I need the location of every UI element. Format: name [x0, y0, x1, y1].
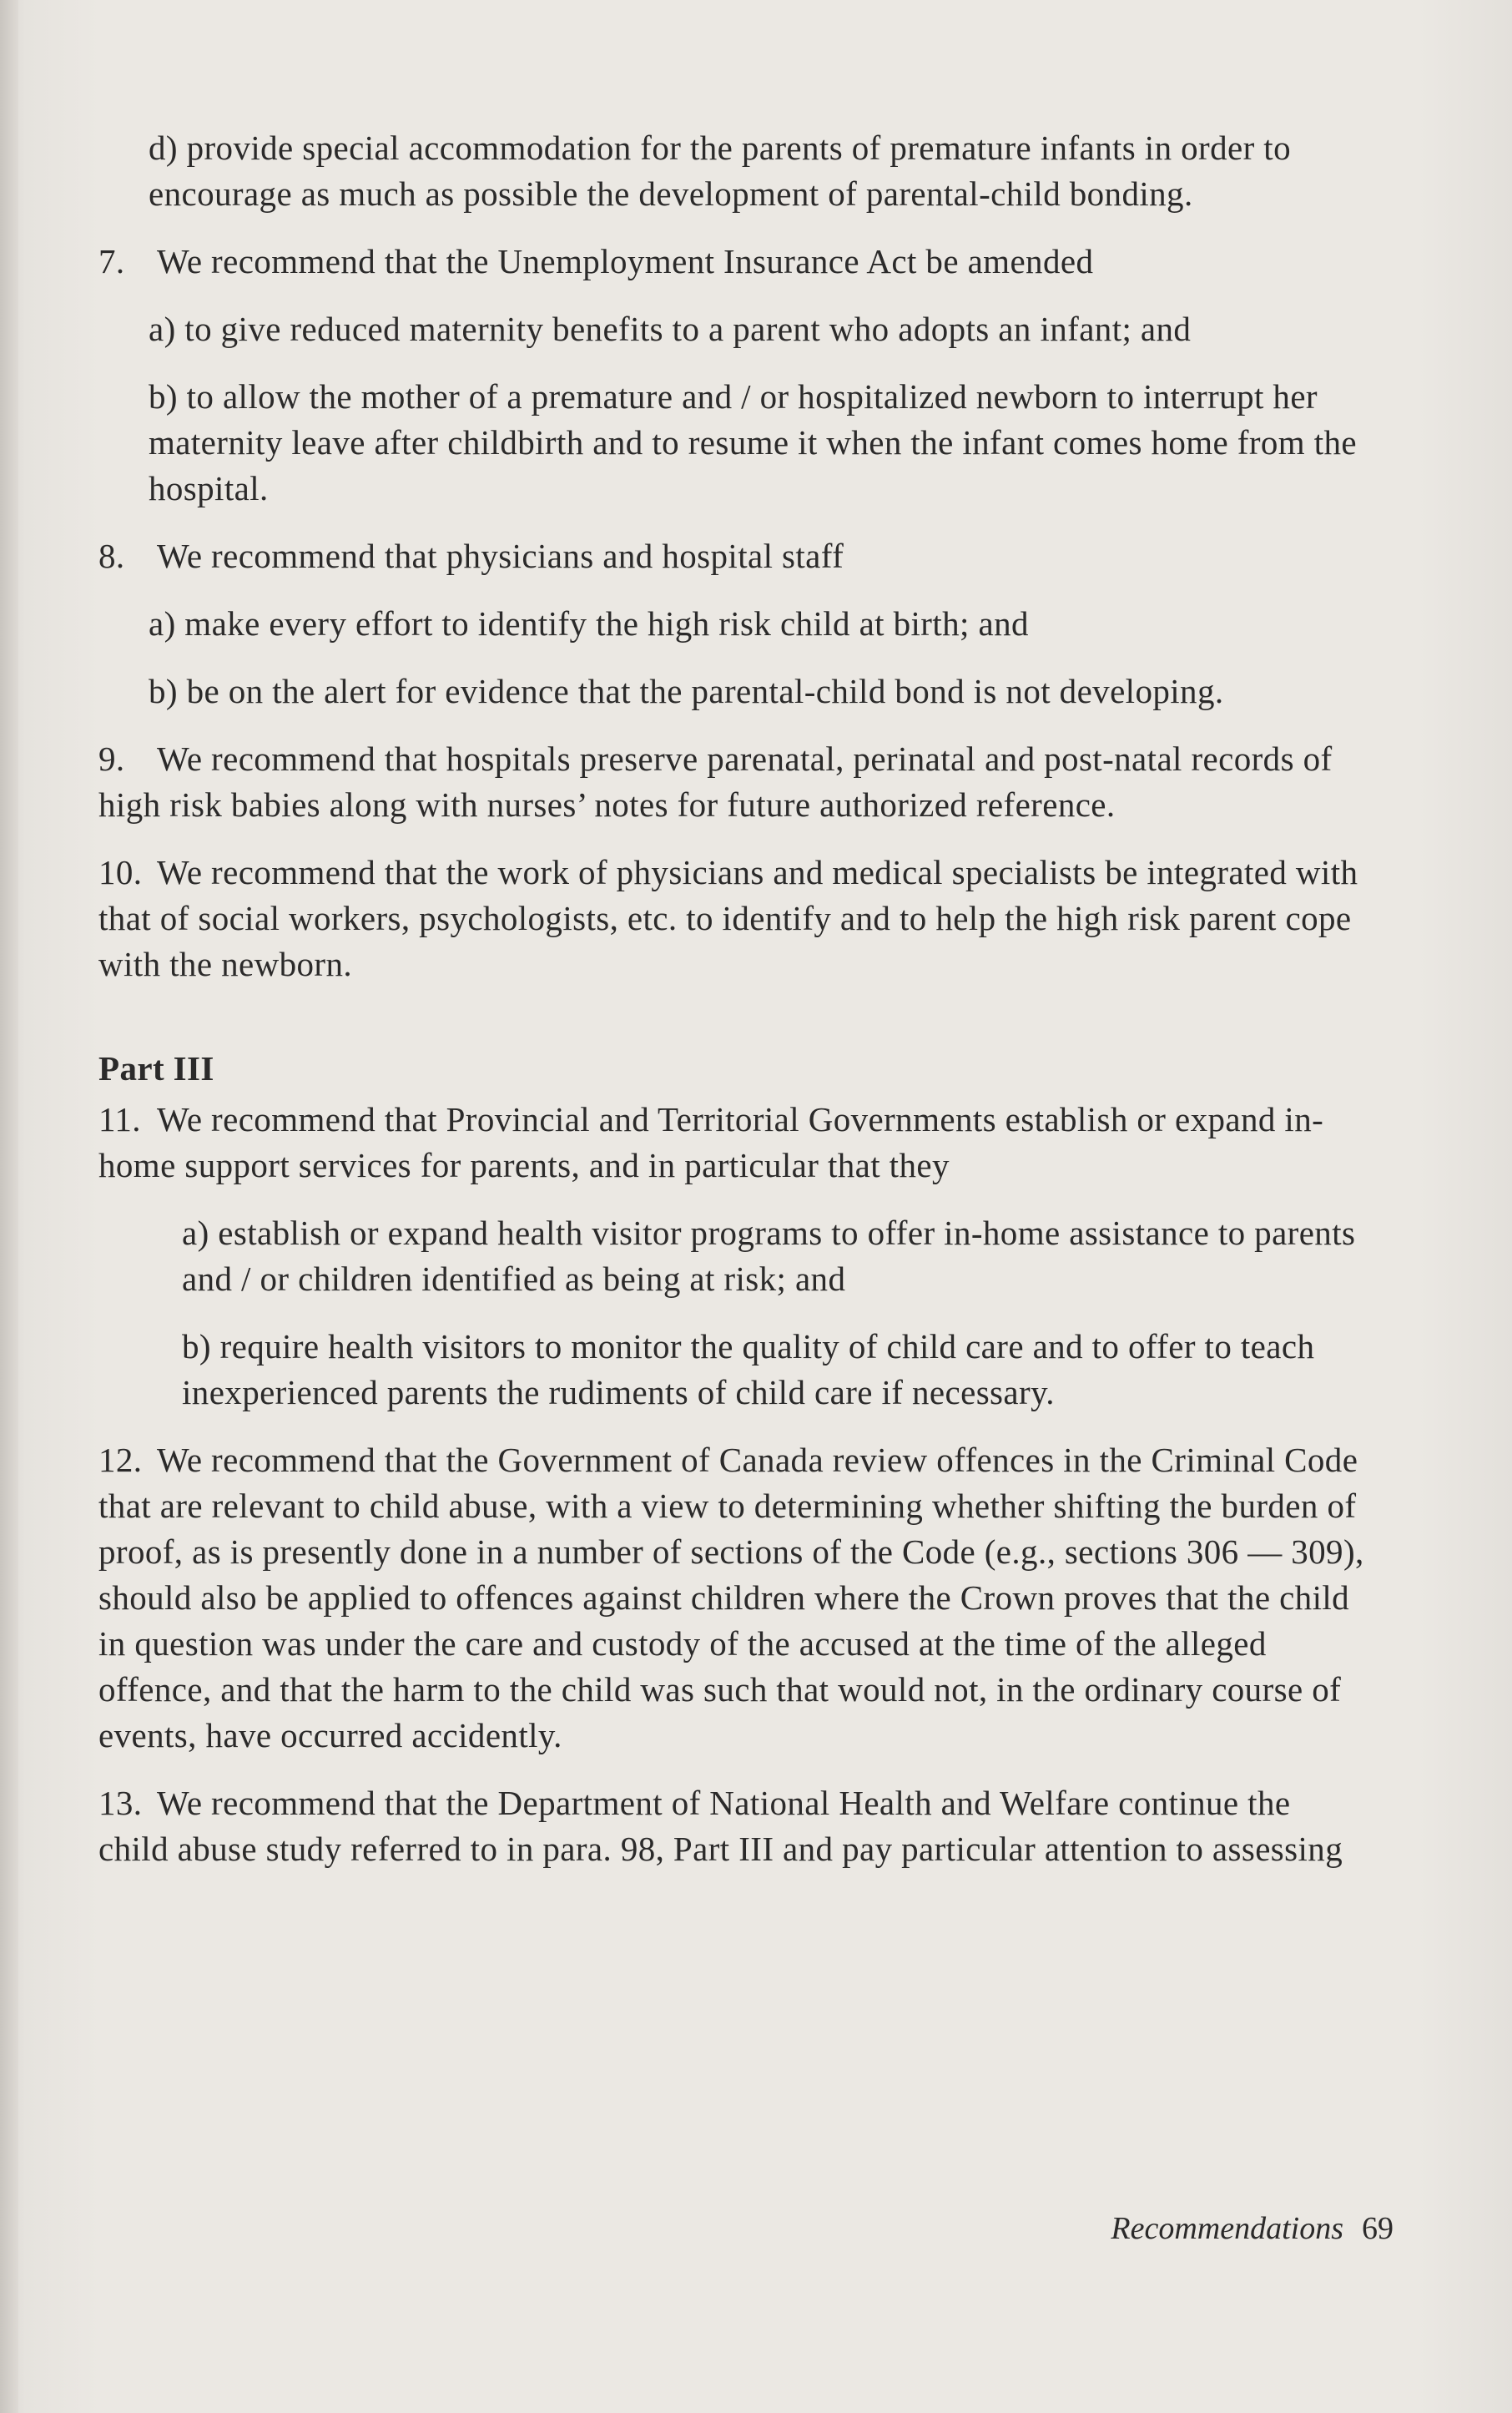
- recommendations-body: [98, 125, 1367, 1894]
- item-7b-text: b) to allow the mother of a premature and / or hospitalized newborn to interrupt her maternity leave after childbirth and to resume it when the infant comes home from the hospital.: [149, 377, 1358, 507]
- item-9-number: 9.: [98, 740, 125, 778]
- item-10-number: 10.: [98, 853, 143, 891]
- item-9: [98, 736, 1367, 828]
- item-11-text: We recommend that Provincial and Territorial Governments establish or expand in-home support services for parents, and in particular that they: [98, 1100, 1324, 1184]
- item-13-number: 13.: [98, 1784, 143, 1822]
- item-9-text: We recommend that hospitals preserve parenatal, perinatal and post-natal records of high risk babies along with nurses’ notes for future authorized reference.: [98, 740, 1333, 824]
- item-8a-text: a) make every effort to identify the high risk child at birth; and: [149, 604, 1029, 643]
- item-7-text: We recommend that the Unemployment Insurance Act be amended: [157, 242, 1094, 280]
- item-7a-text: a) to give reduced maternity benefits to a parent who adopts an infant; and: [149, 310, 1192, 348]
- item-8b-text: b) be on the alert for evidence that the parental-child bond is not developing.: [149, 672, 1224, 710]
- item-7: [98, 239, 1367, 285]
- item-10: [98, 850, 1367, 987]
- page-number: 69: [1362, 2211, 1394, 2246]
- page-spine-shadow: [0, 0, 18, 2413]
- section-heading-part-iii: Part III: [98, 1049, 214, 1088]
- item-10-text: We recommend that the work of physicians and medical specialists be integrated with that of social workers, psychologists, etc. to identify and to help the high risk parent cope with the newborn.: [98, 853, 1358, 983]
- item-8-number: 8.: [98, 537, 125, 575]
- item-11-number: 11.: [98, 1100, 141, 1138]
- item-13-text: We recommend that the Department of National Health and Welfare continue the child abuse study referred to in para. 98, Part III and pay particular attention to assessing: [98, 1784, 1343, 1868]
- item-11b-text: b) require health visitors to monitor the quality of child care and to offer to teach inexperienced parents the rudiments of child care if necessary.: [182, 1327, 1315, 1411]
- running-footer-title: Recommendations: [1111, 2211, 1343, 2246]
- item-12: [98, 1437, 1367, 1759]
- item-12-text: We recommend that the Government of Canada review offences in the Criminal Code that are relevant to child abuse, with a view to determining whether shifting the burden of proof, as is presently done in a number of sections of the Code (e.g., sections 306 — 309), should also be applied to offences against children where the Crown proves that the child in question was under the care and custody of the accused at the time of the alleged offence, and that the harm to the child was such that would not, in the ordinary course of events, have occurred accidently.: [98, 1441, 1364, 1754]
- item-8b: [98, 669, 1367, 714]
- item-6d: [98, 125, 1367, 217]
- item-13: [98, 1780, 1367, 1872]
- item-8: [98, 533, 1367, 579]
- item-8a: [98, 601, 1367, 647]
- item-11: [98, 1097, 1367, 1189]
- item-11a-text: a) establish or expand health visitor programs to offer in-home assistance to parents and / or children identified as being at risk; and: [182, 1214, 1356, 1298]
- item-8-text: We recommend that physicians and hospital staff: [157, 537, 844, 575]
- item-11b: [98, 1324, 1367, 1416]
- item-6d-text: d) provide special accommodation for the parents of premature infants in order to encourage as much as possible the development of parental-child bonding.: [149, 129, 1291, 213]
- item-7b: [98, 374, 1367, 512]
- item-11a: [98, 1210, 1367, 1302]
- item-7-number: 7.: [98, 242, 125, 280]
- page-footer: [1111, 2210, 1394, 2247]
- item-7a: [98, 306, 1367, 352]
- item-12-number: 12.: [98, 1441, 143, 1479]
